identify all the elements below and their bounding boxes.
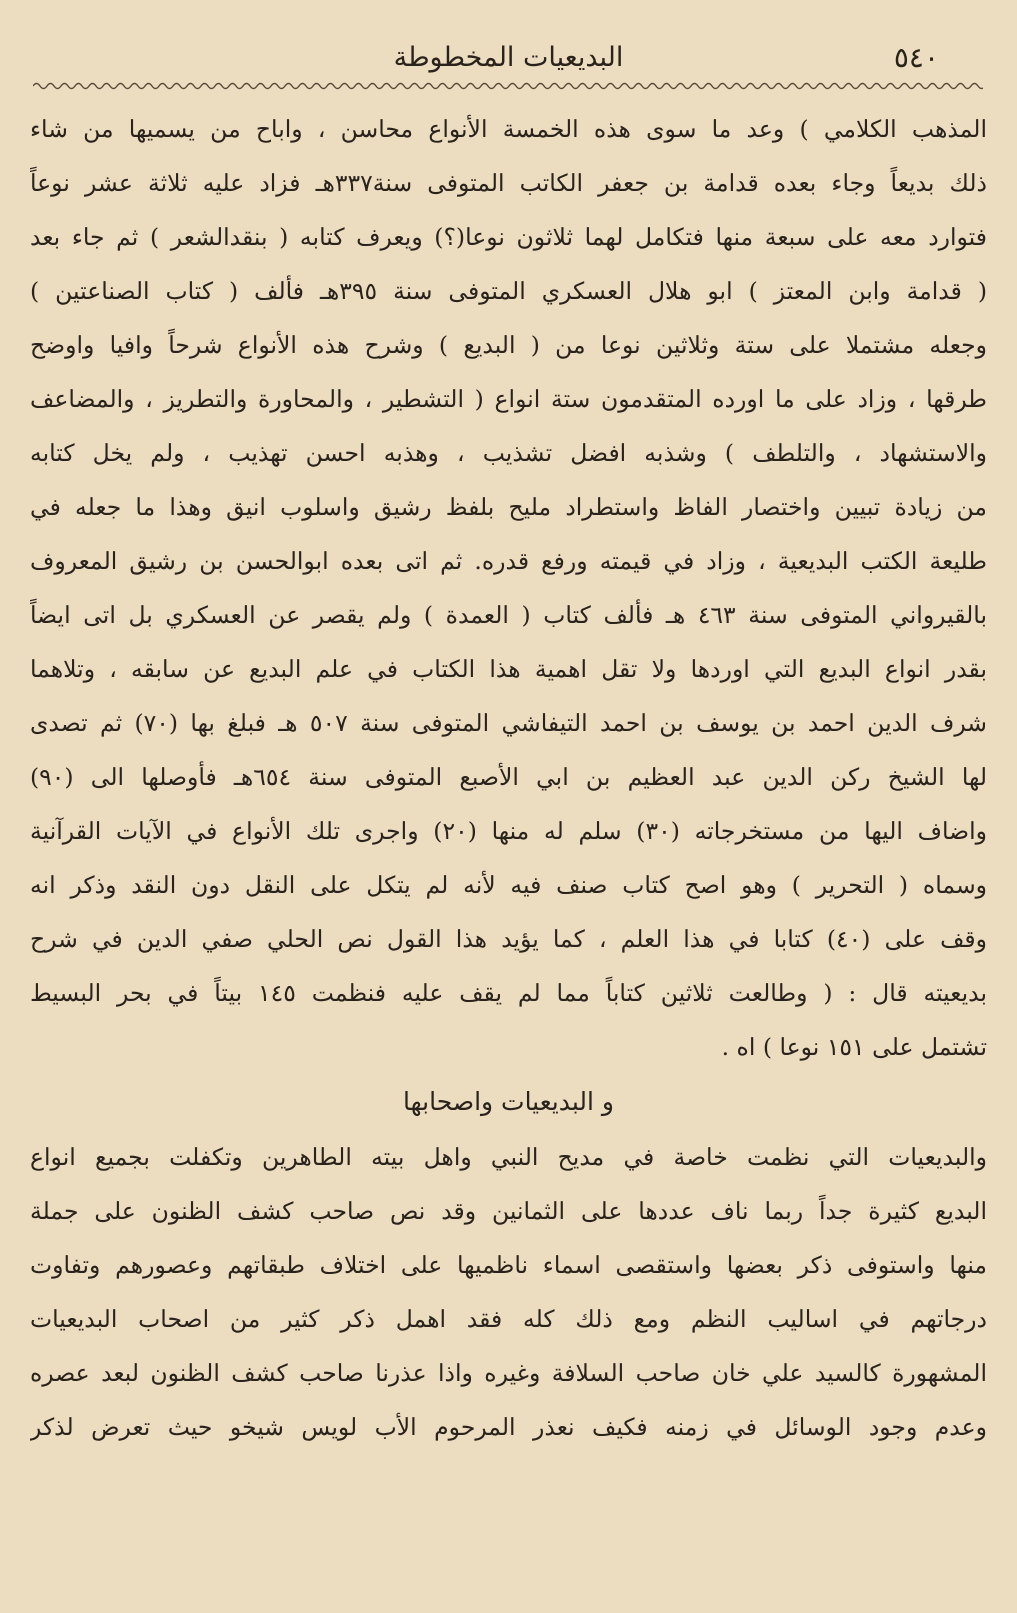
text-line: درجاتهم في اساليب النظم ومع ذلك كله فقد اهمل ذكر كثير من اصحاب البديعيات	[30, 1305, 987, 1333]
text-line: طليعة الكتب البديعية ، وزاد في قيمته ورفع قدره. ثم اتى بعده ابوالحسن بن رشيق المعروف	[30, 547, 987, 575]
text-line: واضاف اليها من مستخرجاته (٣٠) سلم له منها (٢٠) واجرى تلك الأنواع في الآيات القرآنية	[30, 817, 987, 845]
text-line: وقف على (٤٠) كتابا في هذا العلم ، كما يؤيد هذا القول نص الحلي صفي الدين في شرح	[30, 925, 987, 953]
text-line: لها الشيخ ركن الدين عبد العظيم بن ابي الأصبع المتوفى سنة ٦٥٤هـ فأوصلها الى (٩٠)	[30, 763, 987, 791]
paragraph-1	[30, 102, 987, 1074]
paragraph-2	[30, 1130, 987, 1454]
text-line: المشهورة كالسيد علي خان صاحب السلافة وغيره واذا عذرنا صاحب كشف الظنون لبعد عصره	[30, 1359, 987, 1387]
text-line: بالقيرواني المتوفى سنة ٤٦٣ هـ فألف كتاب ( العمدة ) ولم يقصر عن العسكري بل اتى ايضاً	[30, 601, 987, 629]
text-line: وجعله مشتملا على ستة وثلاثين نوعا من ( البديع ) وشرح هذه الأنواع شرحاً وافيا واوضح	[30, 331, 987, 359]
text-line: ذلك بديعاً وجاء بعده قدامة بن جعفر الكاتب المتوفى سنة٣٣٧هـ فزاد عليه ثلاثة عشر نوعاً	[30, 169, 987, 197]
running-title: البديعيات المخطوطة	[393, 42, 624, 73]
text-line: شرف الدين احمد بن يوسف بن احمد التيفاشي المتوفى سنة ٥٠٧ هـ فبلغ بها (٧٠) ثم تصدى	[30, 709, 987, 737]
text-line: من زيادة تبيين واختصار الفاظ واستطراد مليح بلفظ رشيق واسلوب انيق وهذا ما جعله في	[30, 493, 987, 521]
text-line: ( قدامة وابن المعتز ) ابو هلال العسكري المتوفى سنة ٣٩٥هـ فألف ( كتاب الصناعتين )	[30, 277, 987, 305]
section-heading: و البديعيات واصحابها	[402, 1087, 614, 1116]
text-line: تشتمل على ١٥١ نوعا ) اه .	[721, 1033, 987, 1061]
text-line: طرقها ، وزاد على ما اورده المتقدمون ستة انواع ( التشطير ، والمحاورة والتطريز ، والمضاعف	[30, 385, 987, 413]
text-line: بديعيته قال : ( وطالعت ثلاثين كتاباً مما لم يقف عليه فنظمت ١٤٥ بيتاً في بحر البسيط	[30, 979, 987, 1007]
text-line: والبديعيات التي نظمت خاصة في مديح النبي واهل بيته الطاهرين وتكفلت بجميع انواع	[30, 1143, 987, 1171]
text-line: البديع كثيرة جداً ربما ناف عددها على الثمانين وقد نص صاحب كشف الظنون على جملة	[30, 1197, 987, 1225]
text-line: وعدم وجود الوسائل في زمنه فكيف نعذر المرحوم الأب لويس شيخو حيث تعرض لذكر	[30, 1413, 987, 1441]
text-line: وسماه ( التحرير ) وهو اصح كتاب صنف فيه لأنه لم يتكل على النقل دون النقد وذكر انه	[30, 871, 987, 899]
text-line: بقدر انواع البديع التي اوردها ولا تقل اهمية هذا الكتاب في علم البديع عن سابقه ، وتلاهما	[30, 655, 987, 683]
page-number: ٥٤٠	[893, 41, 939, 74]
text-line: المذهب الكلامي ) وعد ما سوى هذه الخمسة الأنواع محاسن ، واباح من يسميها من شاء	[30, 115, 987, 143]
page-header	[30, 28, 987, 80]
text-line: فتوارد معه على سبعة منها فتكامل لهما ثلاثون نوعا(؟) ويعرف كتابه ( بنقدالشعر ) ثم جاء بعد	[30, 223, 987, 251]
text-line: منها واستوفى ذكر بعضها واستقصى اسماء ناظميها على اختلاف طبقاتهم وعصورهم وتفاوت	[30, 1251, 987, 1279]
wavy-divider-rule	[33, 80, 983, 92]
text-line: والاستشهاد ، والتلطف ) وشذبه افضل تشذيب ، وهذبه احسن تهذيب ، ولم يخل كتابه	[30, 439, 987, 467]
